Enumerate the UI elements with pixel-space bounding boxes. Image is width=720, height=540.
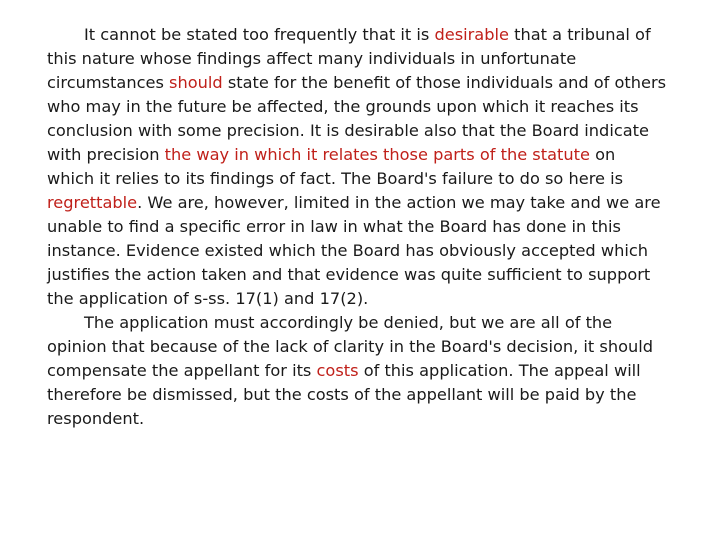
highlighted-term: regrettable [47,193,138,212]
highlighted-term: desirable [434,25,509,44]
highlighted-term: costs [316,361,359,380]
text-run: on which it relies to its findings of fact. The Board's failure to do so here is [47,145,624,188]
text-run: that a tribunal of this nature whose findings affect many individuals in unfortunate circumstances [47,25,651,92]
text-run: state for the benefit of those individuals and of others who may in the future be affected, the grounds upon which it reaches its conclusion with some precision. It is desirable also that the Board indicate with precision [47,73,667,164]
paragraph-1 [47,23,667,311]
paragraph-2 [47,311,667,431]
highlighted-term: should [169,73,223,92]
text-run: of this application. The appeal will therefore be dismissed, but the costs of the appellant will be paid by the respondent. [47,361,641,428]
text-run: It cannot be stated too frequently that it is [84,25,435,44]
text-run: . We are, however, limited in the action we may take and we are unable to find a specific error in law in what the Board has done in this instance. Evidence existed which the Board has obviously accepted which justifies the action taken and that evidence was quite sufficient to support the application of s-ss. 17(1) and 17(2). [47,193,661,308]
highlighted-term: the way in which it relates those parts of the statute [164,145,590,164]
document-body [47,23,667,431]
text-run: The application must accordingly be denied, but we are all of the opinion that because of the lack of clarity in the Board's decision, it should compensate the appellant for its [47,313,654,380]
